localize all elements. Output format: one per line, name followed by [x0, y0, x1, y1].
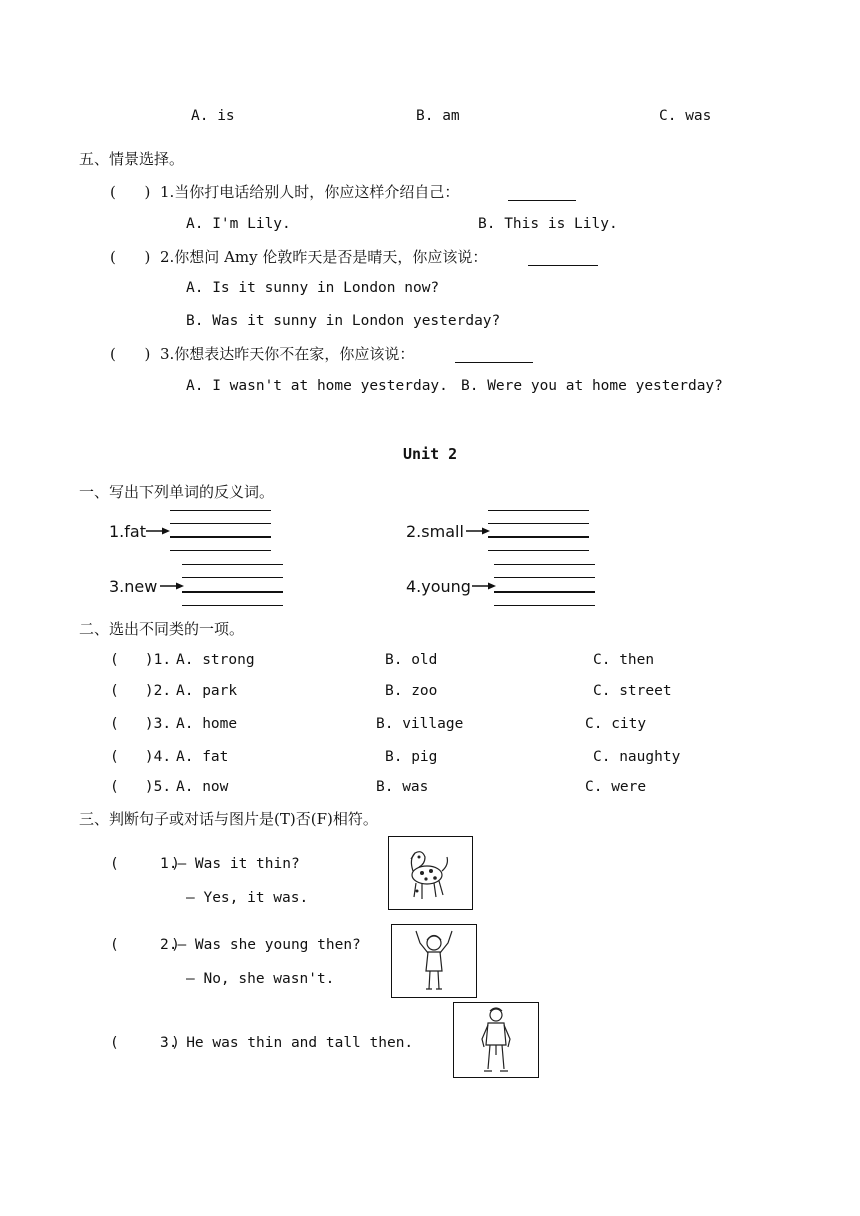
p2-row-4-a: A. fat [176, 749, 229, 765]
p3-item-2-line2: — No, she wasn't. [186, 971, 335, 987]
answer-line[interactable] [182, 591, 283, 593]
p2-row-5-num: ( )5. [110, 779, 172, 795]
s5-q2-text: 2.你想问 Amy 伦敦昨天是否是晴天，你应该说： [160, 248, 488, 266]
top-option-a: A. is [191, 108, 235, 124]
p3-item-1-line2: — Yes, it was. [186, 890, 309, 906]
top-option-b: B. am [416, 108, 460, 124]
p2-row-2-b: B. zoo [385, 683, 438, 699]
p2-row-4-num: ( )4. [110, 749, 172, 765]
answer-line[interactable] [488, 523, 589, 524]
p2-row-3-b: B. village [376, 716, 464, 732]
dog-picture [388, 836, 473, 910]
arrow-icon [472, 581, 496, 591]
s5-q2-blank[interactable] [528, 265, 598, 266]
top-option-c: C. was [659, 108, 712, 124]
antonym-word-3: 3.new [109, 577, 158, 596]
p2-row-1-num: ( )1. [110, 652, 172, 668]
p2-row-2-a: A. park [176, 683, 238, 699]
p2-row-3-a: A. home [176, 716, 238, 732]
antonym-word-1: 1.fat [109, 522, 146, 541]
answer-line[interactable] [488, 536, 589, 538]
unit-title: Unit 2 [403, 445, 458, 463]
p3-item-2-paren: ( ) [110, 937, 180, 953]
s5-q2-option-b: B. Was it sunny in London yesterday? [186, 313, 501, 329]
answer-line[interactable] [488, 510, 589, 511]
dog-icon [389, 837, 472, 909]
answer-line[interactable] [170, 523, 271, 524]
p2-row-1-a: A. strong [176, 652, 255, 668]
s5-q2-option-a: A. Is it sunny in London now? [186, 280, 440, 296]
part-3-title: 三、判断句子或对话与图片是(T)否(F)相符。 [79, 810, 378, 828]
p2-row-5-a: A. now [176, 779, 229, 795]
section-5-title: 五、情景选择。 [79, 150, 185, 168]
antonym-word-2: 2.small [406, 522, 464, 541]
p3-item-1-paren: ( ) [110, 856, 180, 872]
s5-q1-blank[interactable] [508, 200, 576, 201]
answer-line[interactable] [170, 536, 271, 538]
p2-row-4-c: C. naughty [593, 749, 681, 765]
p2-row-2-c: C. street [593, 683, 672, 699]
p2-row-3-num: ( )3. [110, 716, 172, 732]
p2-row-1-b: B. old [385, 652, 438, 668]
antonym-word-4: 4.young [406, 577, 471, 596]
answer-line[interactable] [494, 564, 595, 565]
answer-line[interactable] [170, 550, 271, 551]
girl-icon [392, 925, 476, 997]
answer-line[interactable] [182, 605, 283, 606]
s5-q3-blank[interactable] [455, 362, 533, 363]
answer-line[interactable] [494, 577, 595, 578]
s5-q3-text: 3.你想表达昨天你不在家，你应该说： [160, 345, 415, 363]
s5-q2-paren: ( ) [110, 248, 151, 266]
answer-line[interactable] [488, 550, 589, 551]
p3-item-1-line1: 1.— Was it thin? [160, 856, 300, 872]
part-1-title: 一、写出下列单词的反义词。 [79, 483, 275, 501]
man-icon [454, 1003, 538, 1077]
p2-row-4-b: B. pig [385, 749, 438, 765]
arrow-icon [146, 526, 170, 536]
s5-q1-paren: ( ) [110, 183, 151, 201]
p3-item-2-line1: 2.— Was she young then? [160, 937, 361, 953]
p3-item-3-line1: 3. He was thin and tall then. [160, 1035, 414, 1051]
p3-item-3-paren: ( ) [110, 1035, 180, 1051]
s5-q3-option-b: B. Were you at home yesterday? [461, 378, 723, 394]
answer-line[interactable] [170, 510, 271, 511]
p2-row-1-c: C. then [593, 652, 655, 668]
s5-q1-option-b: B. This is Lily. [478, 216, 618, 232]
man-picture [453, 1002, 539, 1078]
s5-q1-text: 1.当你打电话给别人时，你应这样介绍自己： [160, 183, 460, 201]
s5-q3-paren: ( ) [110, 345, 151, 363]
part-2-title: 二、选出不同类的一项。 [79, 620, 245, 638]
answer-line[interactable] [494, 591, 595, 593]
answer-line[interactable] [182, 564, 283, 565]
arrow-icon [160, 581, 184, 591]
p2-row-3-c: C. city [585, 716, 647, 732]
girl-picture [391, 924, 477, 998]
s5-q1-option-a: A. I'm Lily. [186, 216, 291, 232]
arrow-icon [466, 526, 490, 536]
answer-line[interactable] [494, 605, 595, 606]
answer-line[interactable] [182, 577, 283, 578]
p2-row-5-b: B. was [376, 779, 429, 795]
p2-row-5-c: C. were [585, 779, 647, 795]
s5-q3-option-a: A. I wasn't at home yesterday. [186, 378, 448, 394]
p2-row-2-num: ( )2. [110, 683, 172, 699]
